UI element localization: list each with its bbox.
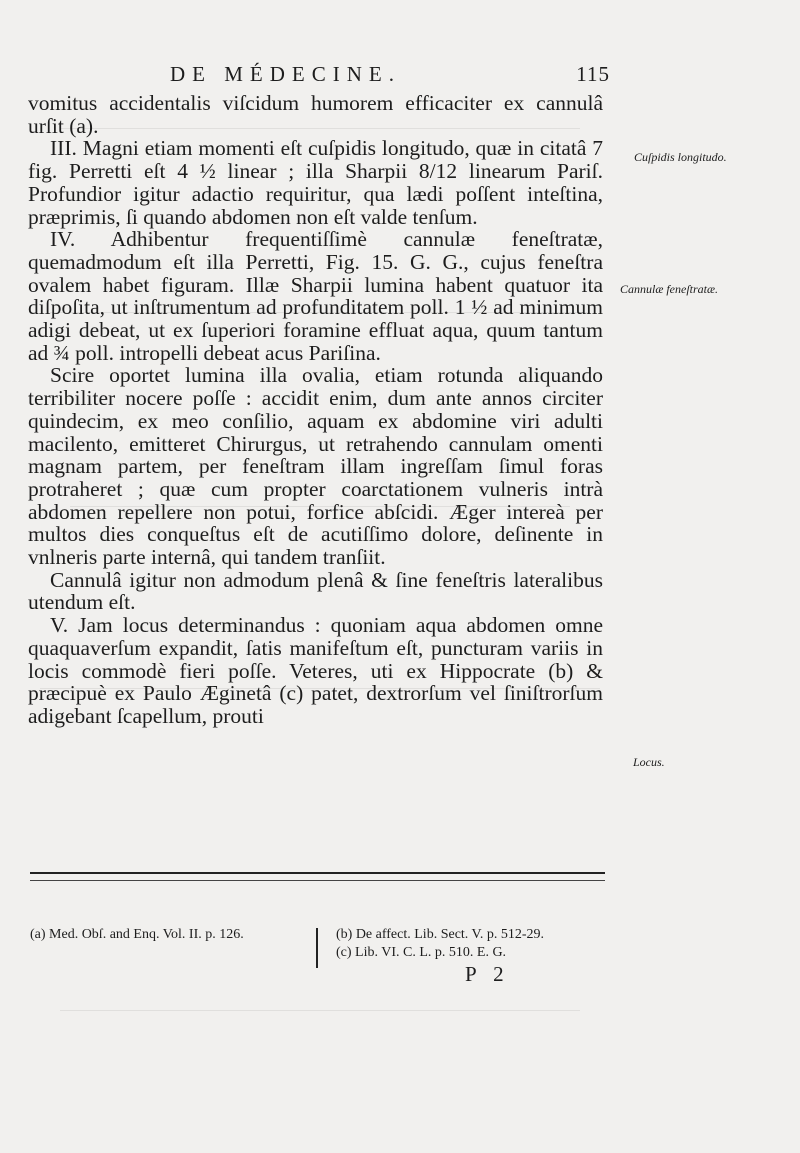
footnotes [30, 926, 605, 966]
paragraph-intro: vomitus accidentalis viſcidum humorem efficaciter ex cannulâ urſit (a). [28, 91, 603, 138]
running-title: DE MÉDECINE. [170, 62, 401, 86]
margin-note-cuspidis: Cuſpidis longitudo. [634, 150, 727, 164]
footnote-b: (b) De affect. Lib. Sect. V. p. 512-29. [336, 927, 545, 942]
page-header [170, 62, 610, 92]
footnote-c: (c) Lib. VI. C. L. p. 510. E. G. [336, 945, 507, 960]
paragraph-iv: IV. Adhibentur frequentiſſimè cannulæ feneſtratæ, quemadmodum eſt illa Perretti, Fig. 15. G. G., cujus feneſtra ovalem habet figuram. Illæ Sharpii lumina habent quatuor ita diſpoſita, ut inſtrumentum ad profunditatem poll. 1 ½ ad minimum adigi debeat, ut ex ſuperiori foramine effluat aqua, quum tantum ad ¾ poll. intropelli debeat acus Pariſina. [28, 227, 603, 365]
footnote-rule-thin [30, 880, 605, 881]
footnote-divider [316, 928, 318, 968]
paragraph-iii: III. Magni etiam momenti eſt cuſpidis longitudo, quæ in citatâ 7 fig. Perretti eſt 4 ½ linear ; illa Sharpii 8/12 linearum Pariſ. Profundior igitur adactio requiritur, qua lædi poſſent inteſtina, præprimis, ſi quando abdomen non eſt valde tenſum. [28, 136, 603, 229]
paragraph-v: V. Jam locus determinandus : quoniam aqua abdomen omne quaquaverſum expandit, ſatis manifeſtum eſt, puncturam variis in locis commodè fieri poſſe. Veteres, uti ex Hippocrate (b) & præcipuè ex Paulo Æginetâ (c) patet, dextrorſum vel ſiniſtrorſum adigebant ſcapellum, prouti [28, 613, 603, 728]
margin-note-locus: Locus. [633, 755, 665, 769]
footnote-rule-thick [30, 872, 605, 874]
main-text [28, 92, 603, 728]
page-number: 115 [576, 62, 610, 86]
paragraph-cannula: Cannulâ igitur non admodum plenâ & ſine feneſtris lateralibus utendum eſt. [28, 567, 603, 615]
footnote-a: (a) Med. Obſ. and Enq. Vol. II. p. 126. [30, 927, 244, 942]
margin-note-cannulae: Cannulæ feneſtratæ. [620, 282, 719, 296]
signature-mark: P 2 [465, 962, 510, 986]
paragraph-scire: Scire oportet lumina illa ovalia, etiam rotunda aliquando terribiliter nocere poſſe : accidit enim, dum ante annos circiter quindecim, ex meo conſilio, aquam ex abdomine viri adulti macilento, emitteret Chirurgus, ut retrahendo cannulam omenti magnam partem, per feneſtram illam ingreſſam ſimul foras protraheret ; quæ cum propter coarctationem vulneris intrà abdomen repellere non potui, forfice abſcidi. Æger intereà per multos dies conqueſtus eſt de acutiſſimo dolore, deſinente in vnlneris parte internâ, qui tandem tranſiit. [28, 363, 603, 570]
footnote-bc [336, 926, 616, 962]
